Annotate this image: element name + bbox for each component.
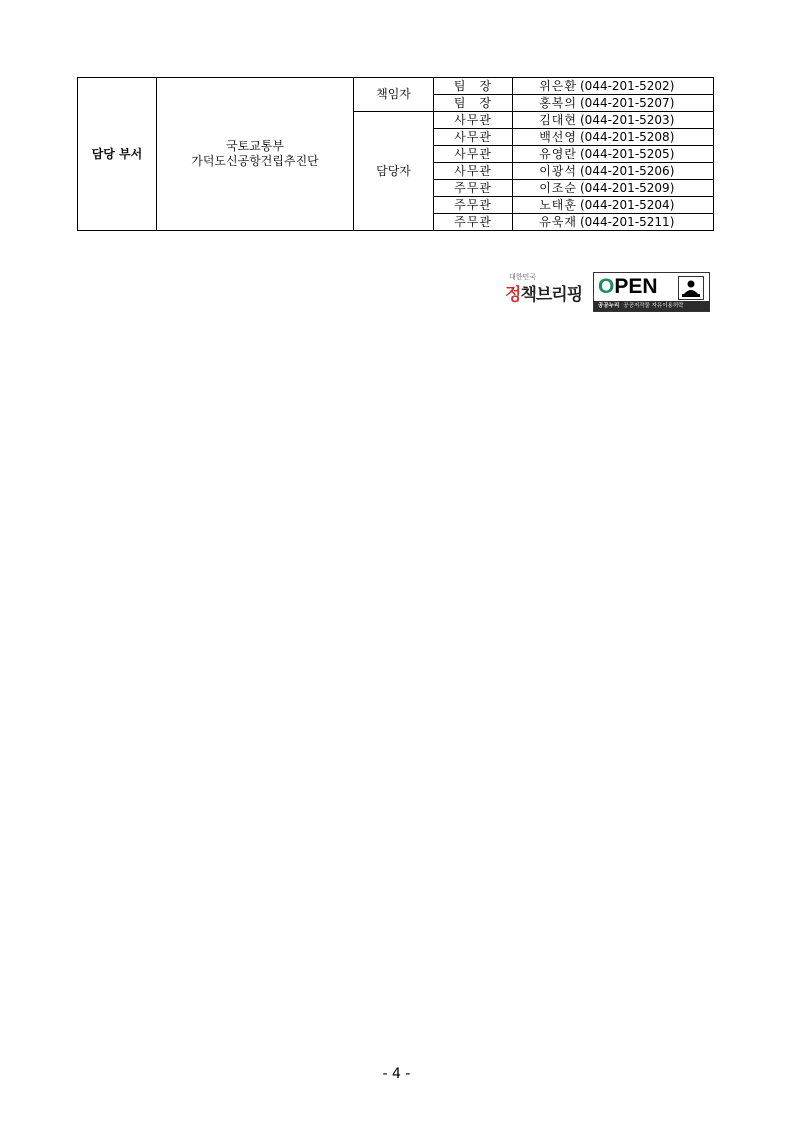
person-icon bbox=[678, 276, 704, 300]
person-contact bbox=[513, 214, 714, 231]
person-name: 노태훈 bbox=[539, 197, 577, 212]
person-name: 유영란 bbox=[539, 146, 577, 161]
person-name: 이조순 bbox=[539, 180, 577, 195]
person-contact bbox=[513, 95, 714, 112]
person-phone: (044-201-5207) bbox=[580, 95, 675, 110]
role-staff: 담당자 bbox=[354, 112, 434, 231]
person-phone: (044-201-5205) bbox=[580, 146, 675, 161]
briefing-small-text: 대한민국 bbox=[509, 273, 537, 281]
person-phone: (044-201-5204) bbox=[580, 197, 675, 212]
person-phone: (044-201-5208) bbox=[580, 129, 675, 144]
person-phone: (044-201-5209) bbox=[580, 180, 675, 195]
dept-org bbox=[157, 78, 354, 231]
page-number: - 4 - bbox=[382, 1066, 411, 1082]
person-phone: (044-201-5211) bbox=[580, 214, 675, 229]
person-name: 김대현 bbox=[539, 112, 577, 127]
kogl-open-logo bbox=[593, 272, 710, 312]
dept-label: 담당 부서 bbox=[78, 78, 157, 231]
person-contact bbox=[513, 129, 714, 146]
person-contact bbox=[513, 197, 714, 214]
person-name: 이광석 bbox=[539, 163, 577, 178]
person-contact bbox=[513, 163, 714, 180]
contact-row bbox=[78, 78, 714, 95]
open-word: OPEN bbox=[598, 275, 658, 298]
org-line: 국토교통부 bbox=[226, 139, 284, 153]
person-title: 주무관 bbox=[434, 214, 513, 231]
person-title: 팀 장 bbox=[434, 95, 513, 112]
policy-briefing-logo bbox=[505, 272, 585, 312]
person-title: 사무관 bbox=[434, 129, 513, 146]
person-title: 주무관 bbox=[434, 197, 513, 214]
briefing-main-text: 정책브리핑 bbox=[505, 285, 583, 305]
role-responsible: 책임자 bbox=[354, 78, 434, 112]
person-title: 팀 장 bbox=[434, 78, 513, 95]
person-title: 주무관 bbox=[434, 180, 513, 197]
open-license-bar: 공공누리 공공저작물 자유이용허락 bbox=[594, 301, 709, 311]
person-name: 유욱재 bbox=[539, 214, 577, 229]
logos bbox=[505, 270, 710, 314]
person-name: 백선영 bbox=[539, 129, 577, 144]
contact-table bbox=[77, 77, 714, 231]
org-line: 가덕도신공항건립추진단 bbox=[191, 154, 319, 168]
person-phone: (044-201-5206) bbox=[580, 163, 675, 178]
person-contact bbox=[513, 112, 714, 129]
person-contact bbox=[513, 78, 714, 95]
person-name: 홍복의 bbox=[539, 95, 577, 110]
person-title: 사무관 bbox=[434, 163, 513, 180]
person-contact bbox=[513, 180, 714, 197]
person-title: 사무관 bbox=[434, 146, 513, 163]
person-phone: (044-201-5203) bbox=[580, 112, 675, 127]
person-title: 사무관 bbox=[434, 112, 513, 129]
person-phone: (044-201-5202) bbox=[580, 78, 675, 93]
person-contact bbox=[513, 146, 714, 163]
person-name: 위은환 bbox=[539, 78, 577, 93]
